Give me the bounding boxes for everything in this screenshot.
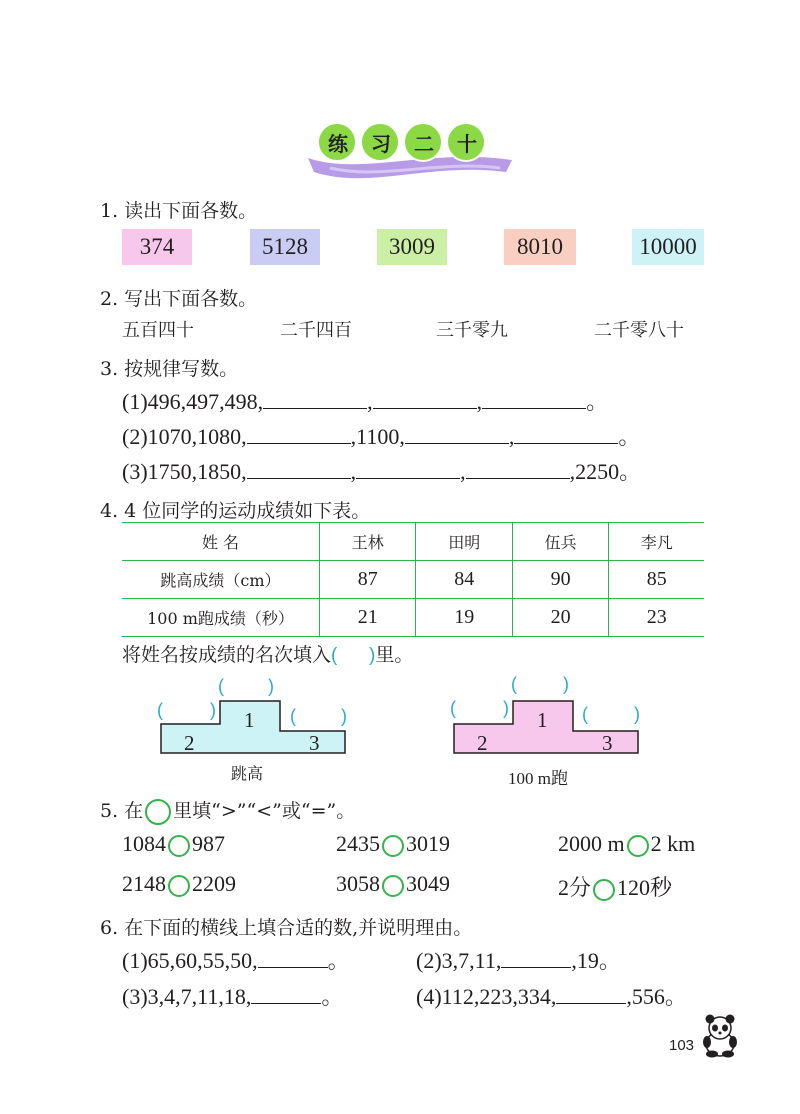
rank3-close-paren: ) — [634, 704, 640, 724]
row-label: 跳高成绩（cm） — [122, 561, 320, 599]
compare-right: 2209 — [192, 871, 236, 896]
score-table — [122, 522, 704, 637]
table-cell: 21 — [320, 599, 416, 637]
q3-line-1 — [122, 385, 608, 416]
line-end: 。 — [586, 389, 609, 414]
table-cell: 84 — [416, 561, 512, 599]
instruction-parentheses: ( ) — [331, 645, 376, 666]
q4-instruction — [122, 640, 413, 667]
table-cell: 20 — [512, 599, 608, 637]
q2-word-4: 二千零八十 — [594, 320, 684, 341]
compare-item-4 — [122, 871, 236, 897]
compare-circle-icon — [145, 799, 171, 825]
title-char-3: 二 — [414, 132, 434, 156]
q2-word-3: 三千零九 — [436, 320, 508, 341]
compare-circle[interactable] — [168, 835, 190, 857]
compare-item-5 — [336, 871, 450, 897]
page-number: 103 — [669, 1037, 695, 1054]
line-end: ,2250。 — [569, 459, 642, 484]
podium-first: 1 — [537, 708, 548, 732]
answer-blank[interactable] — [251, 985, 321, 1004]
table-row — [122, 599, 704, 637]
q3-line3-start: (3)1750,1850, — [122, 459, 247, 484]
answer-blank[interactable] — [373, 390, 477, 409]
sequence-end: 。 — [327, 948, 350, 973]
sequence-text: (3)3,4,7,11,18, — [122, 984, 252, 1009]
header-student: 王林 — [320, 523, 416, 561]
q6-item-2 — [416, 944, 621, 975]
podium-second: 2 — [477, 731, 488, 755]
podium-second: 2 — [184, 731, 195, 755]
rank3-open-paren: ( — [582, 704, 588, 724]
sequence-end: 。 — [321, 984, 344, 1009]
q3-line-2 — [122, 420, 640, 451]
title-char-4: 十 — [457, 132, 477, 156]
podium-third: 3 — [602, 731, 613, 755]
compare-circle[interactable] — [168, 875, 190, 897]
rank1-answer-box[interactable] — [519, 674, 561, 696]
q1-prompt: 1. 读出下面各数。 — [100, 200, 258, 222]
sequence-text: (2)3,7,11, — [416, 948, 502, 973]
separator: , — [460, 459, 466, 484]
rank1-close-paren: ) — [563, 674, 569, 694]
compare-item-6 — [558, 871, 672, 902]
table-cell: 19 — [416, 599, 512, 637]
header-name: 姓 名 — [122, 523, 320, 561]
title-char-1: 练 — [328, 132, 348, 156]
q4-prompt: 4. 4 位同学的运动成绩如下表。 — [100, 500, 371, 522]
answer-blank[interactable] — [556, 985, 626, 1004]
podium-first: 1 — [244, 708, 255, 732]
header-student: 田明 — [416, 523, 512, 561]
instruction-text: 将姓名按成绩的名次填入 — [122, 644, 332, 666]
q6-item-1 — [122, 944, 350, 975]
compare-item-3 — [558, 831, 695, 857]
q6-item-3 — [122, 980, 343, 1011]
separator: , — [367, 389, 373, 414]
q1-number-5: 10000 — [632, 229, 704, 265]
separator: ,1100, — [350, 424, 405, 449]
header-student: 伍兵 — [512, 523, 608, 561]
rank2-answer-box[interactable] — [165, 700, 209, 722]
table-cell: 90 — [512, 561, 608, 599]
answer-blank[interactable] — [514, 425, 618, 444]
separator: , — [476, 389, 483, 414]
rank2-open-paren: ( — [157, 700, 163, 720]
header-student: 李凡 — [609, 523, 704, 561]
answer-blank[interactable] — [405, 425, 509, 444]
q6-prompt: 6. 在下面的横线上填合适的数,并说明理由。 — [100, 917, 473, 939]
rank3-answer-box[interactable] — [590, 704, 632, 726]
table-cell: 87 — [320, 561, 416, 599]
compare-circle[interactable] — [382, 835, 404, 857]
q2-word-2: 二千四百 — [280, 320, 352, 341]
rank2-close-paren: ) — [210, 700, 216, 720]
rank2-open-paren: ( — [450, 698, 456, 718]
rank3-close-paren: ) — [341, 706, 347, 726]
compare-left: 1084 — [122, 831, 166, 856]
compare-left: 2000 m — [558, 831, 625, 856]
compare-right: 3019 — [406, 831, 450, 856]
q2-prompt: 2. 写出下面各数。 — [100, 288, 258, 310]
prompt-text: 里填“>”“<”或“=”。 — [173, 800, 356, 822]
compare-circle[interactable] — [593, 879, 615, 901]
panda-icon — [698, 1012, 742, 1058]
compare-right: 987 — [192, 831, 225, 856]
answer-blank[interactable] — [247, 425, 351, 444]
table-cell: 85 — [609, 561, 704, 599]
rank1-answer-box[interactable] — [226, 676, 266, 698]
answer-blank[interactable] — [247, 460, 351, 479]
table-row — [122, 561, 704, 599]
separator: , — [508, 424, 515, 449]
rank3-open-paren: ( — [290, 706, 296, 726]
compare-left: 3058 — [336, 871, 380, 896]
q6-item-4 — [416, 980, 687, 1011]
compare-left: 2分 — [558, 875, 592, 900]
q3-line-3 — [122, 455, 641, 486]
table-header-row — [122, 523, 704, 561]
table-cell: 23 — [609, 599, 704, 637]
compare-left: 2148 — [122, 871, 166, 896]
compare-circle[interactable] — [627, 835, 649, 857]
sequence-end: ,19。 — [571, 948, 621, 973]
sequence-end: ,556。 — [626, 984, 687, 1009]
q2-word-1: 五百四十 — [122, 320, 194, 341]
row-label: 100 m跑成绩（秒） — [122, 599, 320, 637]
q1-number-1: 374 — [122, 229, 192, 265]
line-end: 。 — [618, 424, 641, 449]
podium-caption-high-jump: 跳高 — [231, 764, 264, 783]
q3-line2-start: (2)1070,1080, — [122, 424, 247, 449]
q3-prompt: 3. 按规律写数。 — [100, 358, 239, 380]
q1-number-4: 8010 — [504, 229, 576, 265]
prompt-text: 5. 在 — [100, 800, 144, 822]
podium-caption-100m: 100 m跑 — [508, 769, 568, 788]
q5-prompt — [100, 796, 355, 825]
q3-line1-start: (1)496,497,498, — [122, 389, 264, 414]
sequence-text: (4)112,223,334, — [416, 984, 557, 1009]
compare-item-1 — [122, 831, 225, 857]
compare-left: 2435 — [336, 831, 380, 856]
answer-blank[interactable] — [501, 949, 571, 968]
title-char-2: 习 — [371, 132, 391, 156]
rank3-answer-box[interactable] — [298, 706, 340, 728]
separator: , — [350, 459, 357, 484]
rank1-open-paren: ( — [511, 674, 517, 694]
answer-blank[interactable] — [258, 949, 328, 968]
q1-number-2: 5128 — [250, 229, 320, 265]
answer-blank[interactable] — [356, 460, 460, 479]
rank1-close-paren: ) — [268, 676, 274, 696]
rank2-close-paren: ) — [503, 698, 509, 718]
sequence-text: (1)65,60,55,50, — [122, 948, 258, 973]
answer-blank[interactable] — [466, 460, 570, 479]
answer-blank[interactable] — [482, 390, 586, 409]
podium-third: 3 — [309, 731, 320, 755]
compare-item-2 — [336, 831, 450, 857]
compare-right: 3049 — [406, 871, 450, 896]
compare-right: 2 km — [650, 831, 696, 856]
answer-blank[interactable] — [263, 390, 367, 409]
rank1-open-paren: ( — [218, 676, 224, 696]
compare-right: 120秒 — [617, 875, 673, 900]
instruction-text: 里。 — [375, 644, 414, 666]
q1-number-3: 3009 — [377, 229, 447, 265]
compare-circle[interactable] — [382, 875, 404, 897]
rank2-answer-box[interactable] — [458, 698, 502, 720]
